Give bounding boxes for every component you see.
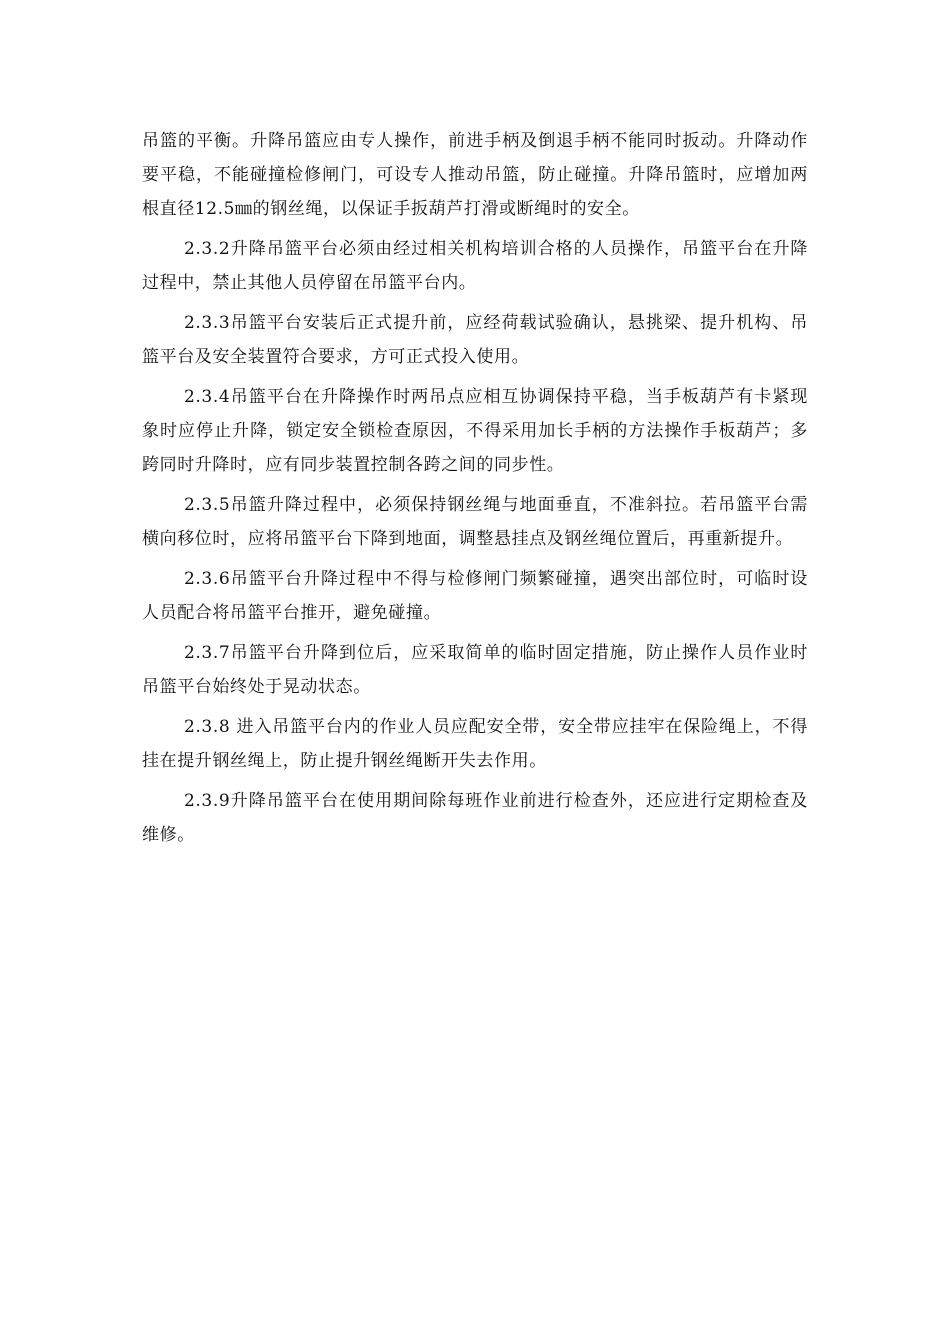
paragraph-2-3-4: 2.3.4吊篮平台在升降操作时两吊点应相互协调保持平稳，当手板葫芦有卡紧现象时应停止升降，锁定安全锁检查原因，不得采用加长手柄的方法操作手板葫芦；多跨同时升降时，应有同步装置控制各跨之间的同步性。 <box>142 387 808 475</box>
paragraph-2-3-6: 2.3.6吊篮平台升降过程中不得与检修闸门频繁碰撞，遇突出部位时，可临时设人员配合将吊篮平台推开，避免碰撞。 <box>142 569 808 623</box>
paragraph-continuation: 吊篮的平衡。升降吊篮应由专人操作，前进手柄及倒退手柄不能同时扳动。升降动作要平稳，不能碰撞检修闸门，可设专人推动吊篮，防止碰撞。升降吊篮时，应增加两根直径12.5㎜的钢丝绳，以保证手扳葫芦打滑或断绳时的安全。 <box>142 131 808 219</box>
paragraph-2-3-7: 2.3.7吊篮平台升降到位后，应采取简单的临时固定措施，防止操作人员作业时吊篮平台始终处于晃动状态。 <box>142 643 808 697</box>
paragraph-2-3-8: 2.3.8 进入吊篮平台内的作业人员应配安全带，安全带应挂牢在保险绳上，不得挂在提升钢丝绳上，防止提升钢丝绳断开失去作用。 <box>142 717 808 771</box>
document-body <box>142 124 808 852</box>
paragraph-2-3-5: 2.3.5吊篮升降过程中，必须保持钢丝绳与地面垂直，不准斜拉。若吊篮平台需横向移位时，应将吊篮平台下降到地面，调整悬挂点及钢丝绳位置后，再重新提升。 <box>142 495 808 549</box>
paragraph-2-3-3: 2.3.3吊篮平台安装后正式提升前，应经荷载试验确认，悬挑梁、提升机构、吊篮平台及安全装置符合要求，方可正式投入使用。 <box>142 313 808 367</box>
paragraph-2-3-9: 2.3.9升降吊篮平台在使用期间除每班作业前进行检查外，还应进行定期检查及维修。 <box>142 791 808 845</box>
paragraph-2-3-2: 2.3.2升降吊篮平台必须由经过相关机构培训合格的人员操作，吊篮平台在升降过程中，禁止其他人员停留在吊篮平台内。 <box>142 239 808 293</box>
